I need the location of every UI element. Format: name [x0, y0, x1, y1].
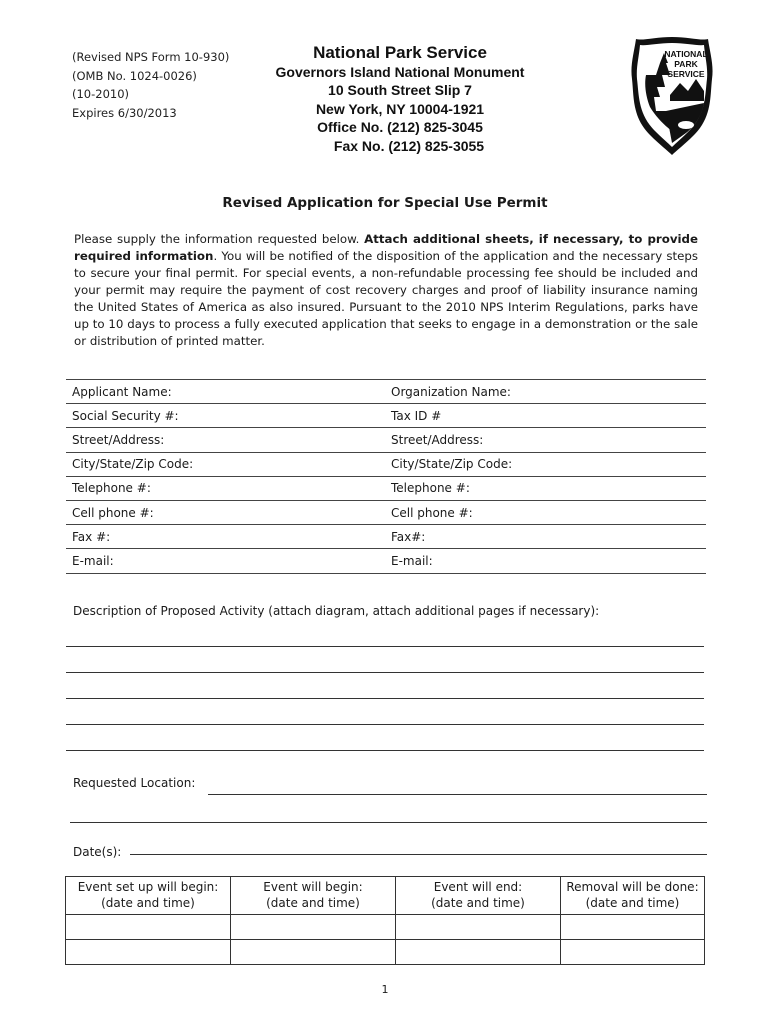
form-number: (Revised NPS Form 10-930) [72, 50, 230, 64]
city-address: New York, NY 10004-1921 [315, 100, 485, 117]
fax-number: Fax No. (212) 825-3055 [333, 137, 485, 154]
intro-paragraph [74, 231, 698, 350]
field-row [66, 380, 706, 404]
field-row [66, 525, 706, 549]
location-extra-line[interactable] [70, 822, 707, 823]
logo-text-service: SERVICE [667, 69, 705, 79]
schedule-row [66, 915, 705, 940]
description-line-5[interactable] [66, 750, 704, 751]
dates-label: Date(s): [73, 845, 122, 859]
form-info [72, 48, 229, 122]
event-end-label: Event will end: [433, 880, 523, 894]
removal-header [561, 877, 705, 915]
agency-header [250, 44, 550, 155]
street-address: 10 South Street Slip 7 [328, 82, 472, 98]
field-row [66, 428, 706, 452]
dates-input-line[interactable] [130, 854, 707, 855]
field-row [66, 476, 706, 500]
page-number: 1 [381, 983, 389, 996]
logo-text-park: PARK [674, 59, 698, 69]
logo-text-national: NATIONAL [664, 49, 708, 59]
setup-cell[interactable] [66, 915, 231, 940]
location-input-line[interactable] [208, 794, 707, 795]
applicant-email-field[interactable]: E-mail: [66, 549, 385, 573]
applicant-name-field[interactable]: Applicant Name: [66, 380, 385, 404]
description-line-4[interactable] [66, 724, 704, 725]
organization-fax-field[interactable]: Fax#: [385, 525, 706, 549]
intro-text-rest: . You will be notified of the disposition of the application and the necessary steps to secure your final permit. For special events, a non-refundable processing fee should be included and your permit may require the payment of cost recovery charges and proof of liability insurance naming the United States of America as also insured. Pursuant to the 2010 NPS Interim Regulations, parks have up to 10 days to process a fully executed application that seeks to engage in a demonstration or the sale or distribution of printed matter. [74, 249, 699, 348]
intro-text-start: Please supply the information requested below. [74, 232, 365, 246]
organization-telephone-field[interactable]: Telephone #: [385, 476, 706, 500]
form-date: (10-2010) [72, 87, 130, 101]
unit-name: Governors Island National Monument [275, 63, 525, 80]
omb-number: (OMB No. 1024-0026) [72, 68, 197, 83]
setup-header [66, 877, 231, 915]
expiration-date: Expires 6/30/2013 [72, 105, 177, 120]
event-begin-label: Event will begin: [263, 880, 363, 894]
description-line-3[interactable] [66, 698, 704, 699]
event-begin-cell[interactable] [231, 940, 396, 965]
removal-cell[interactable] [561, 940, 705, 965]
document-title: Revised Application for Special Use Permit [222, 195, 548, 211]
applicant-cell-field[interactable]: Cell phone #: [66, 500, 385, 524]
office-phone: Office No. (212) 825-3045 [317, 119, 483, 135]
agency-name: National Park Service [313, 43, 487, 62]
removal-sub: (date and time) [585, 896, 680, 910]
field-row [66, 500, 706, 524]
organization-street-field[interactable]: Street/Address: [385, 428, 706, 452]
location-label: Requested Location: [73, 776, 196, 790]
event-begin-sub: (date and time) [266, 896, 360, 910]
removal-label: Removal will be done: [566, 880, 699, 894]
field-row [66, 549, 706, 573]
field-row [66, 452, 706, 476]
setup-header-label: Event set up will begin: [77, 880, 219, 894]
applicant-fax-field[interactable]: Fax #: [66, 525, 385, 549]
field-row [66, 404, 706, 428]
event-begin-cell[interactable] [231, 915, 396, 940]
removal-cell[interactable] [561, 915, 705, 940]
description-line-1[interactable] [66, 646, 704, 647]
tax-id-field[interactable]: Tax ID # [385, 404, 706, 428]
schedule-row [66, 940, 705, 965]
schedule-table [65, 876, 705, 965]
ssn-field[interactable]: Social Security #: [66, 404, 385, 428]
event-begin-header [231, 877, 396, 915]
applicant-city-field[interactable]: City/State/Zip Code: [66, 452, 385, 476]
setup-header-sub: (date and time) [101, 896, 195, 910]
organization-cell-field[interactable]: Cell phone #: [385, 500, 706, 524]
event-end-header [396, 877, 561, 915]
schedule-header-row [66, 877, 705, 915]
event-end-sub: (date and time) [431, 896, 525, 910]
nps-arrowhead-logo [626, 35, 718, 161]
applicant-telephone-field[interactable]: Telephone #: [66, 476, 385, 500]
organization-city-field[interactable]: City/State/Zip Code: [385, 452, 706, 476]
organization-email-field[interactable]: E-mail: [385, 549, 706, 573]
description-label: Description of Proposed Activity (attach diagram, attach additional pages if necessary): [73, 604, 600, 618]
applicant-street-field[interactable]: Street/Address: [66, 428, 385, 452]
description-line-2[interactable] [66, 672, 704, 673]
event-end-cell[interactable] [396, 915, 561, 940]
event-end-cell[interactable] [396, 940, 561, 965]
applicant-fields-table [66, 379, 706, 574]
intro-text-bold: Attach additional sheets, if necessary, to provide required information [74, 232, 698, 263]
setup-cell[interactable] [66, 940, 231, 965]
organization-name-field[interactable]: Organization Name: [385, 380, 706, 404]
